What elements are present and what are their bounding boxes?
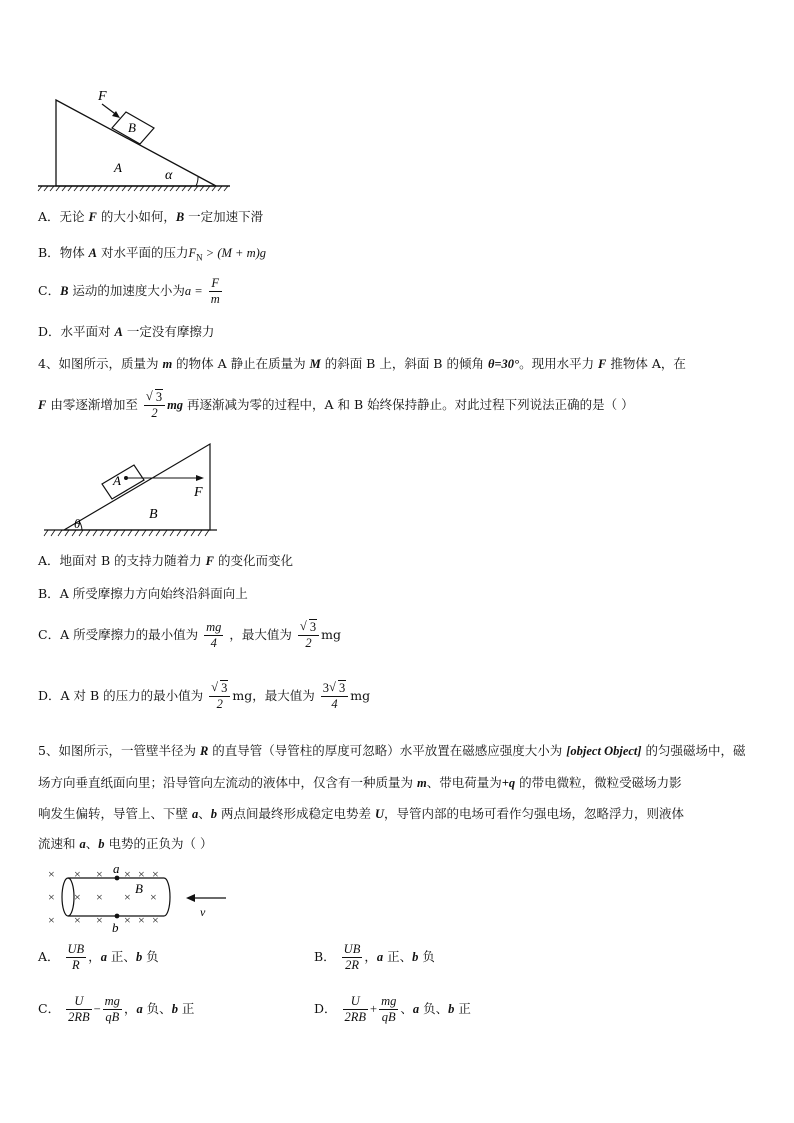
- field-cross: ×: [152, 913, 159, 927]
- field-cross: ×: [152, 867, 159, 881]
- fig1-label-f: F: [98, 89, 107, 104]
- q3-option-c: C．B 运动的加速度大小为a = $\frac{F}{m}$: [38, 276, 220, 306]
- q4-option-b: B．A 所受摩擦力方向始终沿斜面向上: [38, 586, 248, 601]
- q4-option-c: C．A 所受摩擦力的最小值为 $\frac{mg}{4}$ ，最大值为 √ $\frac{3}{2}$ mg: [38, 620, 341, 651]
- q5-option-d: D． $\frac{U}{2RB}$ + $\frac{mg}{qB}$ 、a 负、b 正: [314, 994, 471, 1024]
- field-cross: ×: [138, 867, 145, 881]
- field-cross: ×: [74, 890, 81, 904]
- field-cross: ×: [124, 867, 131, 881]
- field-cross: ×: [74, 867, 81, 881]
- figure-incline-block-b: [36, 86, 236, 192]
- fig3-label-B: B: [135, 881, 143, 896]
- field-cross: ×: [96, 913, 103, 927]
- fig3-label-a: a: [113, 861, 120, 876]
- fig1-label-b: B: [128, 120, 136, 135]
- field-cross: ×: [96, 890, 103, 904]
- q4-option-d: D．A 对 B 的压力的最小值为 √ $\frac{3}{2}$ mg，最大值为 $\frac{3√ 3}{4}$ mg: [38, 681, 370, 712]
- q4-stem-line2: F 由零逐渐增加至 √ $\frac{3}{2}$ mg 再逐渐减为零的过程中，A 和 B 始终保持静止。对此过程下列说法正确的是（ ）: [38, 390, 634, 421]
- field-cross: ×: [124, 890, 131, 904]
- q3-option-a: A．无论 F 的大小如何，B 一定加速下滑: [38, 209, 264, 224]
- figure-incline-horizontal-force: [42, 440, 222, 540]
- q5-stem-line2: 场方向垂直纸面向里；沿导管向左流动的液体中，仅含有一种质量为 m、带电荷量为+q 的带电微粒，微粒受磁场力影: [38, 775, 682, 790]
- fig2-label-theta: θ: [74, 516, 81, 531]
- field-cross: ×: [74, 913, 81, 927]
- q5-option-a: A． $\frac{UB}{R}$ ，a 正、b 负: [38, 942, 159, 972]
- q5-stem-line3: 响发生偏转，导管上、下壁 a、b 两点间最终形成稳定电势差 U，导管内部的电场可看作匀强电场，忽略浮力，则液体: [38, 806, 684, 821]
- field-cross: ×: [138, 913, 145, 927]
- field-cross: ×: [48, 890, 55, 904]
- q4-option-a: A．地面对 B 的支持力随着力 F 的变化而变化: [38, 553, 293, 568]
- figure-pipe-magnetic-field: [40, 860, 240, 938]
- q3-option-d: D．水平面对 A 一定没有摩擦力: [38, 324, 215, 339]
- q3-option-b: B．物体 A 对水平面的压力$F_N > (M + m)g$: [38, 245, 267, 263]
- fig1-label-a: A: [114, 160, 122, 175]
- fig2-label-b: B: [149, 507, 158, 522]
- q5-option-c: C． $\frac{U}{2RB}$ − $\frac{mg}{qB}$ ，a 负、b 正: [38, 994, 195, 1024]
- field-cross: ×: [96, 867, 103, 881]
- field-cross: ×: [150, 890, 157, 904]
- q5-option-b: B． $\frac{UB}{2R}$ ，a 正、b 负: [314, 942, 435, 972]
- field-cross: ×: [124, 913, 131, 927]
- q4-stem-line1: 4、如图所示，质量为 m 的物体 A 静止在质量为 M 的斜面 B 上，斜面 B 的倾角 θ=30°。现用水平力 F 推物体 A，在: [38, 356, 686, 371]
- fig2-label-a: A: [113, 473, 121, 488]
- fig3-label-b-point: b: [112, 920, 119, 935]
- field-cross: ×: [48, 867, 55, 881]
- q5-stem-line1: 5、如图所示，一管壁半径为 R 的直导管（导管柱的厚度可忽略）水平放置在磁感应强度大小为 [object Object] 的匀强磁场中，磁: [38, 743, 746, 758]
- q5-stem-line4: 流速和 a、b 电势的正负为（ ）: [38, 836, 213, 851]
- fig1-label-alpha: α: [165, 168, 173, 183]
- field-cross: ×: [48, 913, 55, 927]
- fig2-label-f: F: [194, 485, 203, 500]
- fig3-label-v: v: [200, 905, 206, 919]
